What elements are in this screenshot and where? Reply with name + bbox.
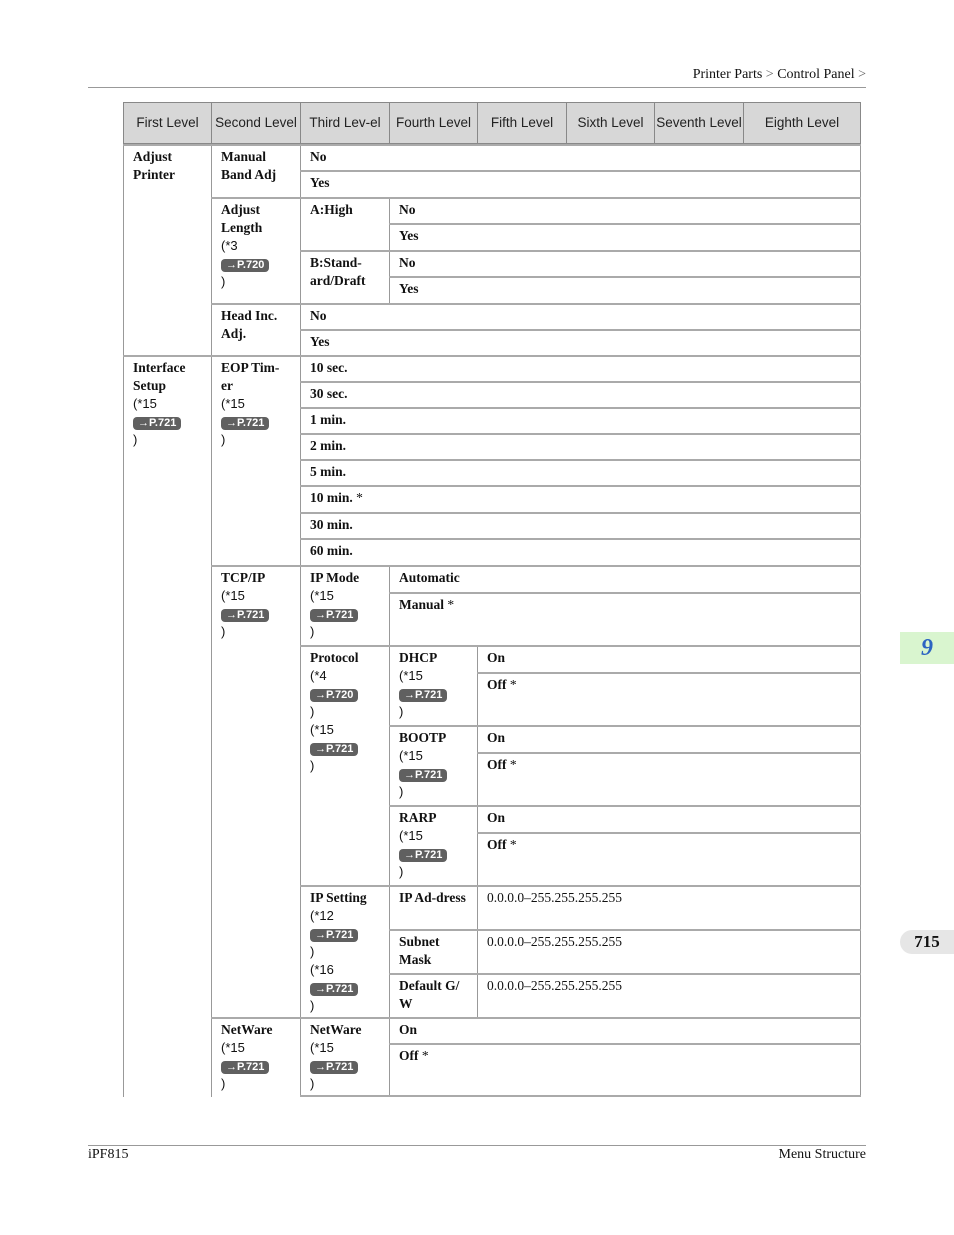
- third-level-netware: NetWare (*15 →P.721 ): [300, 1017, 389, 1097]
- page-ref-badge[interactable]: →P.720: [310, 689, 358, 702]
- fourth-level-dhcp: DHCP (*15 →P.721 ): [389, 645, 477, 725]
- option-yes: Yes: [300, 329, 861, 355]
- third-level-a-high: A:High: [300, 197, 389, 250]
- option-1-min: 1 min.: [300, 407, 861, 434]
- option-no: No: [300, 144, 861, 171]
- note-ref: (*15: [399, 748, 423, 763]
- footer-section: Menu Structure: [778, 1147, 866, 1162]
- option-5-min: 5 min.: [300, 459, 861, 486]
- option-off-default: Off *: [477, 832, 861, 885]
- note-ref: (*12: [310, 908, 334, 923]
- fourth-level-rarp: RARP (*15 →P.721 ): [389, 805, 477, 885]
- option-automatic: Automatic: [389, 565, 861, 592]
- col-fifth-level: Fifth Level: [477, 102, 567, 144]
- fourth-level-subnet-mask: Subnet Mask: [389, 929, 477, 973]
- page-ref-badge[interactable]: →P.721: [310, 929, 358, 942]
- third-level-ip-setting: IP Setting (*12 →P.721 ) (*16 →P.721 ): [300, 885, 389, 1017]
- note-ref: (*3: [221, 238, 238, 253]
- page-ref-badge[interactable]: →P.721: [221, 1061, 269, 1074]
- value-ip-address-range: 0.0.0.0–255.255.255.255: [477, 885, 861, 929]
- page-ref-badge[interactable]: →P.721: [310, 983, 358, 996]
- note-ref: (*15: [221, 1040, 245, 1055]
- page-ref-badge[interactable]: →P.721: [399, 849, 447, 862]
- third-level-protocol: Protocol (*4 →P.720 ) (*15 →P.721 ): [300, 645, 389, 885]
- third-level-b-standard-draft: B:Stand-ard/Draft: [300, 250, 389, 303]
- second-level-adjust-length: Adjust Length (*3 →P.720 ): [211, 197, 300, 303]
- option-no: No: [300, 303, 861, 330]
- page-ref-badge[interactable]: →P.721: [399, 769, 447, 782]
- breadcrumb: [693, 67, 866, 83]
- page-ref-badge[interactable]: →P.721: [310, 743, 358, 756]
- value-default-gateway-range: 0.0.0.0–255.255.255.255: [477, 973, 861, 1017]
- default-mark: *: [421, 1048, 429, 1063]
- fourth-level-ip-address: IP Ad-dress: [389, 885, 477, 929]
- note-ref: (*15: [133, 396, 157, 411]
- note-ref: (*15: [221, 396, 245, 411]
- col-second-level: Second Level: [211, 102, 301, 144]
- col-sixth-level: Sixth Level: [566, 102, 655, 144]
- option-manual-default: Manual *: [389, 592, 861, 645]
- page-ref-badge[interactable]: →P.721: [221, 609, 269, 622]
- option-off-default: Off *: [477, 672, 861, 725]
- page-ref-badge[interactable]: →P.721: [310, 1061, 358, 1074]
- note-ref: (*15: [310, 588, 334, 603]
- option-2-min: 2 min.: [300, 433, 861, 460]
- default-mark: *: [509, 677, 517, 692]
- option-60-min: 60 min.: [300, 538, 861, 565]
- first-level-interface-setup: Interface Setup (*15 →P.721 ): [123, 355, 211, 1097]
- option-10-min-default: 10 min. *: [300, 485, 861, 512]
- first-level-adjust-printer: Adjust Printer: [123, 144, 211, 355]
- second-level-netware: NetWare (*15 →P.721 ): [211, 1017, 300, 1097]
- option-yes: Yes: [389, 223, 861, 250]
- col-fourth-level: Fourth Level: [389, 102, 478, 144]
- default-mark: *: [356, 490, 363, 505]
- option-30-sec: 30 sec.: [300, 381, 861, 408]
- footer-rule: [88, 1145, 866, 1146]
- footer-model: iPF815: [88, 1147, 129, 1162]
- third-level-ip-mode: IP Mode (*15 →P.721 ): [300, 565, 389, 645]
- page-ref-badge[interactable]: →P.721: [399, 689, 447, 702]
- option-no: No: [389, 197, 861, 224]
- page-number: 715: [900, 930, 954, 954]
- fourth-level-bootp: BOOTP (*15 →P.721 ): [389, 725, 477, 805]
- option-30-min: 30 min.: [300, 512, 861, 539]
- page-ref-badge[interactable]: →P.720: [221, 259, 269, 272]
- page-ref-badge[interactable]: →P.721: [133, 417, 181, 430]
- note-ref: (*15: [310, 722, 334, 737]
- option-on: On: [477, 805, 861, 832]
- note-ref: (*15: [310, 1040, 334, 1055]
- option-on: On: [389, 1017, 861, 1044]
- col-third-level: Third Lev-el: [300, 102, 390, 144]
- option-10-sec: 10 sec.: [300, 355, 861, 382]
- default-mark: *: [509, 757, 517, 772]
- note-ref: (*15: [399, 668, 423, 683]
- default-mark: *: [509, 837, 517, 852]
- second-level-manual-band-adj: Manual Band Adj: [211, 144, 300, 197]
- col-first-level: First Level: [123, 102, 212, 144]
- option-yes: Yes: [300, 170, 861, 197]
- note-ref: (*16: [310, 962, 334, 977]
- option-off-default: Off *: [477, 752, 861, 805]
- option-no: No: [389, 250, 861, 277]
- col-eighth-level: Eighth Level: [743, 102, 861, 144]
- fourth-level-default-gateway: Default G/ W: [389, 973, 477, 1017]
- second-level-tcp-ip: TCP/IP (*15 →P.721 ): [211, 565, 300, 1017]
- option-on: On: [477, 725, 861, 752]
- col-seventh-level: Seventh Level: [654, 102, 744, 144]
- breadcrumb-printer-parts: Printer Parts: [692, 67, 763, 82]
- value-subnet-mask-range: 0.0.0.0–255.255.255.255: [477, 929, 861, 973]
- chapter-tab[interactable]: 9: [900, 632, 954, 664]
- page-ref-badge[interactable]: →P.721: [221, 417, 269, 430]
- header-rule: [88, 87, 866, 88]
- breadcrumb-separator: >: [858, 67, 866, 82]
- breadcrumb-separator: >: [765, 67, 774, 82]
- note-ref: (*4: [310, 668, 327, 683]
- second-level-head-inc-adj: Head Inc. Adj.: [211, 303, 300, 355]
- note-ref: (*15: [399, 828, 423, 843]
- breadcrumb-control-panel: Control Panel: [777, 67, 855, 82]
- default-mark: *: [447, 597, 455, 612]
- menu-structure-table: [123, 102, 861, 1097]
- option-off-default: Off *: [389, 1043, 861, 1097]
- option-on: On: [477, 645, 861, 672]
- second-level-eop-timer: EOP Tim-er (*15 →P.721 ): [211, 355, 300, 565]
- option-yes: Yes: [389, 276, 861, 303]
- note-ref: (*15: [221, 588, 245, 603]
- page-ref-badge[interactable]: →P.721: [310, 609, 358, 622]
